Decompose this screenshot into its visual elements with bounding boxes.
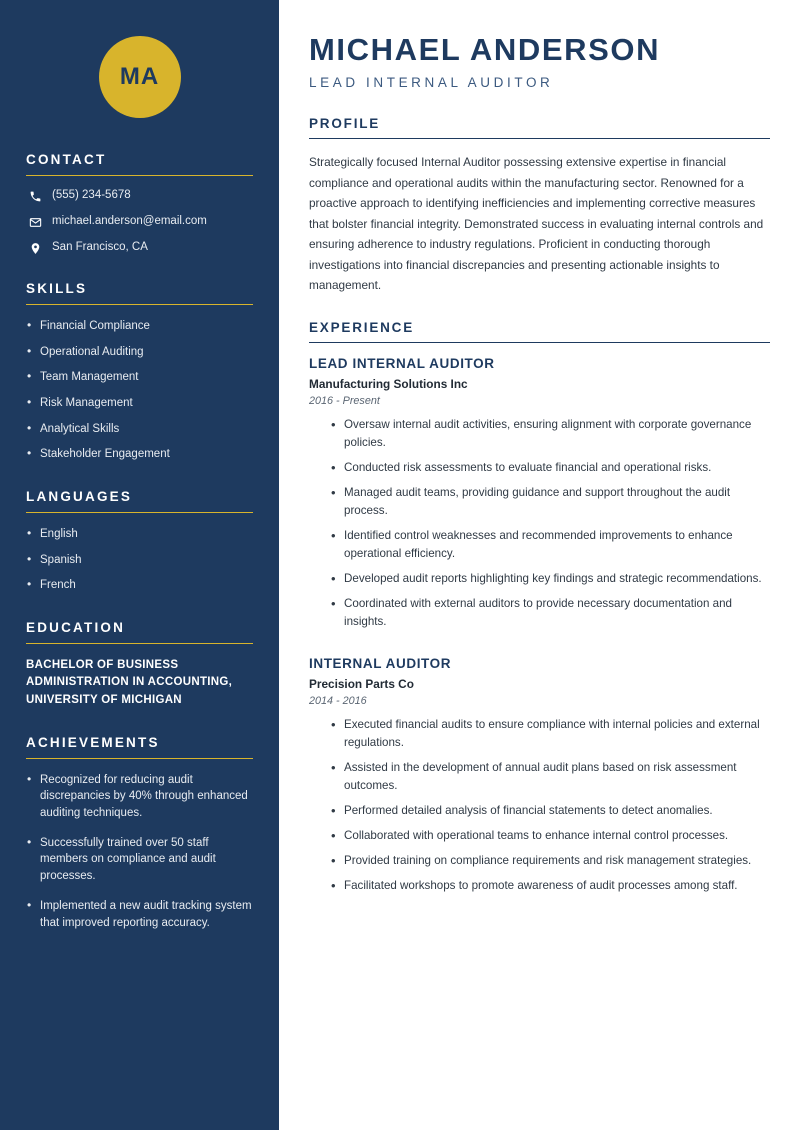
list-item: • Financial Compliance <box>26 318 253 335</box>
job-role-subtitle: LEAD INTERNAL AUDITOR <box>309 74 554 90</box>
skills-divider <box>26 304 253 305</box>
avatar: MA <box>99 36 181 118</box>
list-item: • Performed detailed analysis of financial statements to detect anomalies. <box>331 802 770 820</box>
section-experience <box>309 320 770 895</box>
phone-icon <box>26 190 44 203</box>
sidebar-section-languages <box>26 489 253 594</box>
section-profile <box>309 116 770 296</box>
experience-heading: EXPERIENCE <box>309 319 415 335</box>
experience-entry <box>309 656 770 895</box>
experience-company: Manufacturing Solutions Inc <box>309 377 468 392</box>
location-pin-icon <box>26 242 44 255</box>
list-item: • Stakeholder Engagement <box>26 446 253 463</box>
list-item: • Assisted in the development of annual audit plans based on risk assessment outcomes. <box>331 759 770 795</box>
list-item: • French <box>26 577 253 594</box>
list-item: • Facilitated workshops to promote awareness of audit processes among staff. <box>331 877 770 895</box>
list-item: • Implemented a new audit tracking system that improved reporting accuracy. <box>26 898 253 931</box>
list-item: • Successfully trained over 50 staff members on compliance and audit processes. <box>26 835 253 885</box>
sidebar-section-contact <box>26 152 253 255</box>
sidebar-section-achievements <box>26 735 253 931</box>
list-item: • Provided training on compliance requirements and risk management strategies. <box>331 852 770 870</box>
list-item: • Risk Management <box>26 395 253 412</box>
sidebar <box>0 0 279 1130</box>
education-heading: EDUCATION <box>26 620 126 636</box>
list-item: • Executed financial audits to ensure compliance with internal policies and external regulations. <box>331 716 770 752</box>
envelope-icon <box>26 216 44 229</box>
list-item: • Oversaw internal audit activities, ensuring alignment with corporate governance policies. <box>331 416 770 452</box>
contact-phone-value: (555) 234-5678 <box>52 189 131 201</box>
profile-text: Strategically focused Internal Auditor possessing extensive expertise in financial compliance and operational audits within the manufacturing sector. Renowned for a proactive approach to identifying inefficiencies and implementing corrective measures that bolster financial integrity. Demonstrated success in evaluating internal controls and ensuring adherence to industry regulations. Proficient in conducting thorough investigations into financial discrepancies and presenting actionable insights to management. <box>309 155 764 293</box>
list-item: • English <box>26 526 253 543</box>
experience-title: LEAD INTERNAL AUDITOR <box>309 356 495 372</box>
sidebar-section-education <box>26 620 253 709</box>
list-item: • Recognized for reducing audit discrepancies by 40% through enhanced auditing techniques. <box>26 772 253 822</box>
achievements-list <box>26 772 253 931</box>
contact-item-location <box>26 241 253 255</box>
experience-bullets <box>309 416 770 631</box>
skills-heading: SKILLS <box>26 281 88 296</box>
languages-divider <box>26 512 253 513</box>
achievements-divider <box>26 758 253 759</box>
avatar-container <box>26 0 253 152</box>
experience-company: Precision Parts Co <box>309 676 414 691</box>
contact-email-value: michael.anderson@email.com <box>52 215 207 227</box>
list-item: • Team Management <box>26 369 253 386</box>
list-item: • Coordinated with external auditors to provide necessary documentation and insights. <box>331 595 770 631</box>
contact-divider <box>26 175 253 176</box>
contact-item-email <box>26 215 253 229</box>
education-item: BACHELOR OF BUSINESS ADMINISTRATION IN ACCOUNTING, UNIVERSITY OF MICHIGAN <box>26 659 233 706</box>
list-item: • Analytical Skills <box>26 421 253 438</box>
contact-location-value: San Francisco, CA <box>52 241 148 253</box>
sidebar-section-skills <box>26 281 253 463</box>
main-content <box>279 0 800 1130</box>
page-title: MICHAEL ANDERSON <box>309 32 661 67</box>
experience-dates: 2014 - 2016 <box>309 694 367 707</box>
profile-heading: PROFILE <box>309 115 381 131</box>
experience-title: INTERNAL AUDITOR <box>309 655 452 671</box>
skills-list <box>26 318 253 463</box>
achievements-heading: ACHIEVEMENTS <box>26 734 160 750</box>
list-item: • Collaborated with operational teams to enhance internal control processes. <box>331 827 770 845</box>
list-item: • Spanish <box>26 552 253 569</box>
list-item: • Managed audit teams, providing guidance and support throughout the audit process. <box>331 484 770 520</box>
education-divider <box>26 643 253 644</box>
contact-item-phone <box>26 189 253 203</box>
contact-heading: CONTACT <box>26 152 107 167</box>
experience-bullets <box>309 716 770 895</box>
experience-entry <box>309 356 770 631</box>
experience-divider <box>309 342 770 344</box>
experience-dates: 2016 - Present <box>309 395 380 408</box>
list-item: • Conducted risk assessments to evaluate financial and operational risks. <box>331 459 770 477</box>
list-item: • Operational Auditing <box>26 344 253 361</box>
languages-list <box>26 526 253 594</box>
list-item: • Identified control weaknesses and recommended improvements to enhance operational efficiency. <box>331 527 770 563</box>
languages-heading: LANGUAGES <box>26 489 133 505</box>
list-item: • Developed audit reports highlighting key findings and strategic recommendations. <box>331 570 770 588</box>
profile-divider <box>309 138 770 140</box>
